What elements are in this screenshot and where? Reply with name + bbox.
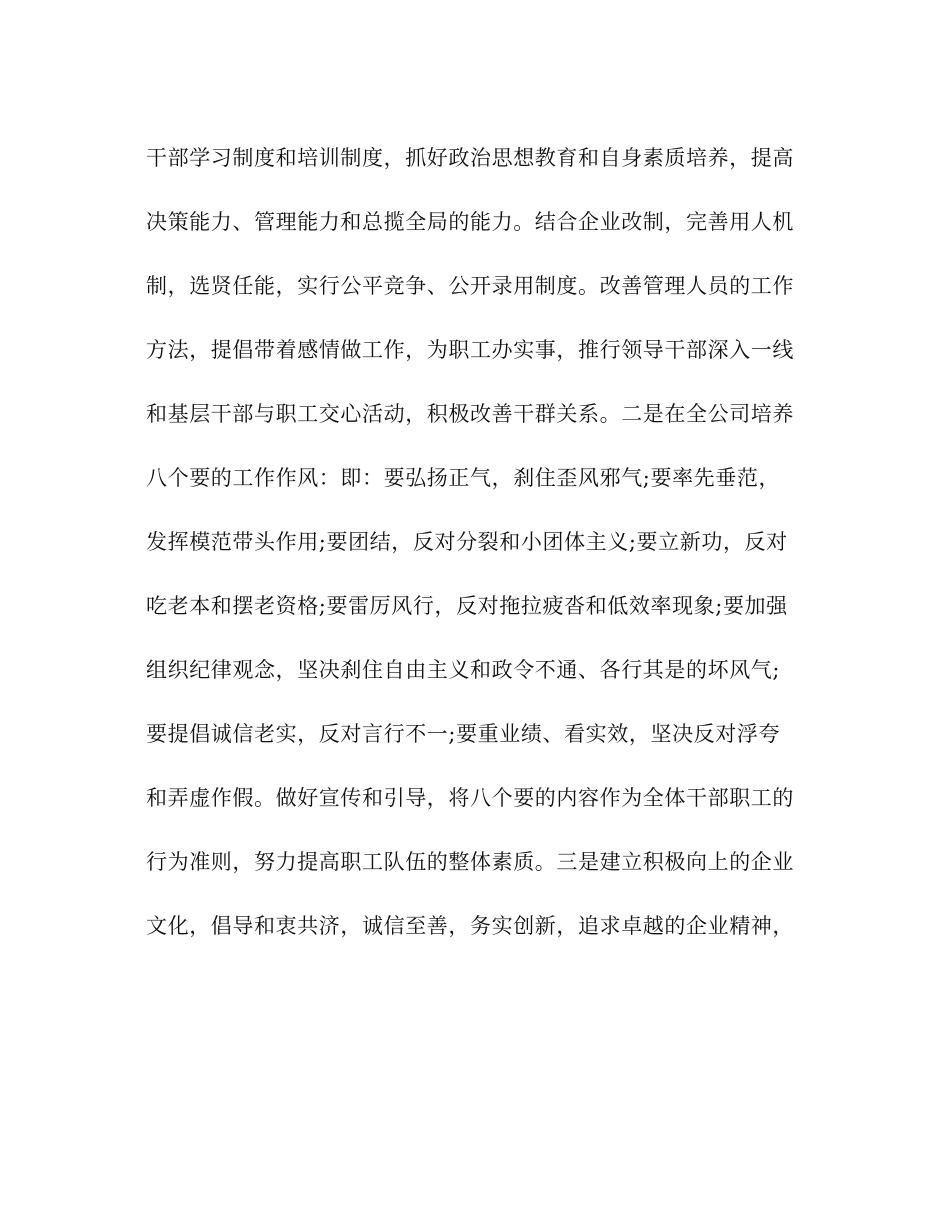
body-text [146,136,826,968]
text-line: 和弄虚作假。做好宣传和引导，将八个要的内容作为全体干部职工的 [146,786,794,810]
text-line: 和基层干部与职工交心活动，积极改善干群关系。二是在全公司培养 [146,402,794,426]
text-line: 发挥模范带头作用;要团结，反对分裂和小团体主义;要立新功，反对 [146,530,788,554]
text-line: 决策能力、管理能力和总揽全局的能力。结合企业改制，完善用人机 [146,210,794,234]
text-line: 组织纪律观念，坚决刹住自由主义和政令不通、各行其是的坏风气; [146,658,781,682]
text-line: 要提倡诚信老实，反对言行不一;要重业绩、看实效，坚决反对浮夸 [146,722,781,746]
text-line: 文化，倡导和衷共济，诚信至善，务实创新，追求卓越的企业精神， [146,914,794,938]
text-line: 干部学习制度和培训制度，抓好政治思想教育和自身素质培养，提高 [146,146,794,170]
text-line: 吃老本和摆老资格;要雷厉风行，反对拖拉疲沓和低效率现象;要加强 [146,594,788,618]
text-line: 行为准则，努力提高职工队伍的整体素质。三是建立积极向上的企业 [146,850,794,874]
text-line: 制，选贤任能，实行公平竞争、公开录用制度。改善管理人员的工作 [146,274,794,298]
text-line: 八个要的工作作风：即：要弘扬正气，刹住歪风邪气;要率先垂范， [146,466,781,490]
text-line: 方法，提倡带着感情做工作，为职工办实事，推行领导干部深入一线 [146,338,794,362]
